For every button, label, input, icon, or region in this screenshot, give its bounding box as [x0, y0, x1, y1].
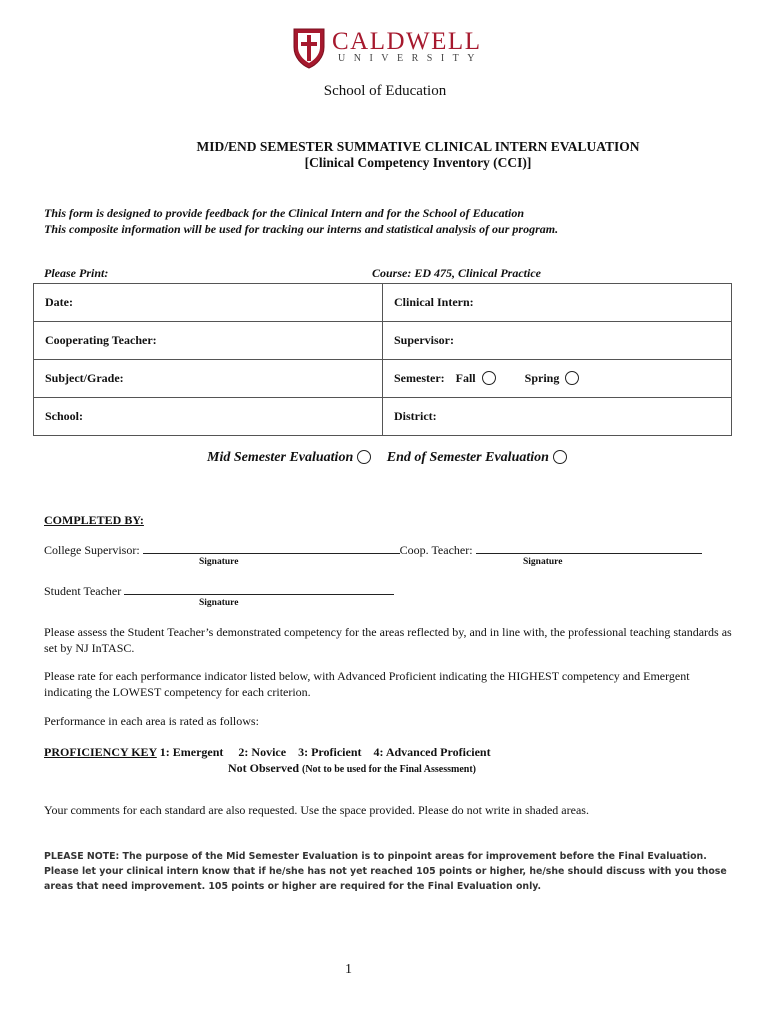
intro-line-1: This form is designed to provide feedback for the Clinical Intern and for the School of Education — [44, 206, 525, 220]
logo-subtitle: UNIVERSITY — [338, 53, 483, 64]
not-observed-label: Not Observed — [228, 761, 299, 775]
end-semester-radio[interactable] — [553, 450, 567, 464]
signature-caption: Signature — [199, 557, 239, 567]
comments-paragraph: Your comments for each standard are also requested. Use the space provided. Please do not write in shaded areas. — [44, 803, 589, 817]
completed-by-heading: COMPLETED BY: — [44, 513, 144, 527]
please-note: PLEASE NOTE: The purpose of the Mid Semester Evaluation is to pinpoint areas for improvement before the Final Evaluation. Please let your clinical intern know that if he/she has not yet reached 105 points or higher, he/she should discuss with you those areas that need improvement. 105 points or higher are required for the Final Evaluation only. — [44, 851, 727, 892]
clinical-intern-field[interactable] — [383, 284, 732, 322]
assessment-paragraph: Please assess the Student Teacher’s demonstrated competency for the areas reflected by, and in line with, the professional teaching standards as set by NJ InTASC. — [44, 625, 732, 655]
proficiency-key-label: PROFICIENCY KEY — [44, 745, 157, 759]
intro-line-2: This composite information will be used for tracking our interns and statistical analysis of our program. — [44, 222, 559, 236]
spring-radio[interactable] — [565, 371, 579, 385]
college-supervisor-row — [44, 542, 702, 558]
proficiency-key — [44, 745, 491, 760]
school-name: School of Education — [323, 83, 447, 99]
date-label: Date: — [45, 295, 73, 309]
fall-radio[interactable] — [482, 371, 496, 385]
table-row — [34, 322, 732, 360]
college-supervisor-label: College Supervisor: — [44, 543, 140, 557]
logo-name: CALDWELL — [332, 28, 482, 55]
form-title: MID/END SEMESTER SUMMATIVE CLINICAL INTERN EVALUATION — [196, 139, 640, 154]
district-field[interactable] — [383, 398, 732, 436]
student-teacher-signature-line[interactable] — [124, 583, 394, 595]
supervisor-label: Supervisor: — [394, 333, 454, 347]
rating-paragraph: Please rate for each performance indicator listed below, with Advanced Proficient indicating the HIGHEST competency and Emergent indicating the LOWEST competency for each criterion. — [44, 669, 690, 699]
course-label: Course: ED 475, Clinical Practice — [372, 266, 541, 280]
mid-semester-label: Mid Semester Evaluation — [207, 450, 354, 465]
school-field[interactable] — [34, 398, 383, 436]
clinical-intern-label: Clinical Intern: — [394, 295, 474, 309]
college-supervisor-signature-line[interactable] — [143, 542, 400, 554]
performance-paragraph: Performance in each area is rated as follows: — [44, 714, 259, 728]
coop-teacher-signature-line[interactable] — [476, 542, 702, 554]
form-subtitle: [Clinical Competency Inventory (CCI)] — [304, 155, 532, 170]
district-label: District: — [394, 409, 437, 423]
signature-caption: Signature — [199, 598, 239, 608]
mid-semester-radio[interactable] — [357, 450, 371, 464]
info-table — [33, 283, 732, 436]
table-row — [34, 398, 732, 436]
evaluation-type-row — [207, 450, 567, 466]
subject-grade-label: Subject/Grade: — [45, 371, 124, 385]
supervisor-field[interactable] — [383, 322, 732, 360]
shield-cross-icon — [292, 27, 326, 69]
table-row — [34, 360, 732, 398]
table-row — [34, 284, 732, 322]
semester-label: Semester: — [394, 370, 445, 385]
signature-caption: Signature — [523, 557, 563, 567]
semester-field — [383, 360, 732, 398]
cooperating-teacher-field[interactable] — [34, 322, 383, 360]
proficiency-key-values: 1: Emergent 2: Novice 3: Proficient 4: Advanced Proficient — [159, 745, 491, 759]
student-teacher-row — [44, 583, 394, 599]
not-observed-note: (Not to be used for the Final Assessment) — [302, 764, 476, 775]
page-number: 1 — [345, 962, 352, 977]
school-label: School: — [45, 409, 84, 423]
please-print-label: Please Print: — [44, 266, 109, 280]
spring-label: Spring — [524, 370, 560, 385]
coop-teacher-label: Coop. Teacher: — [399, 543, 473, 557]
fall-label: Fall — [455, 370, 476, 385]
university-logo — [292, 27, 483, 69]
student-teacher-label: Student Teacher — [44, 584, 122, 598]
not-observed-row — [228, 761, 476, 776]
cooperating-teacher-label: Cooperating Teacher: — [45, 333, 157, 347]
subject-grade-field[interactable] — [34, 360, 383, 398]
date-field[interactable] — [34, 284, 383, 322]
end-semester-label: End of Semester Evaluation — [386, 450, 549, 465]
